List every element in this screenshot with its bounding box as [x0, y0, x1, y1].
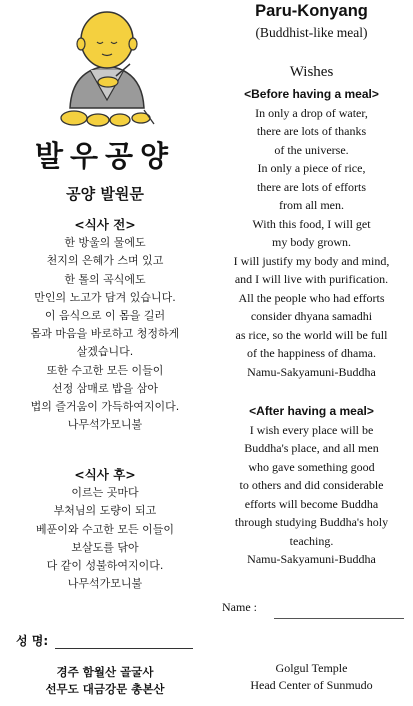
english-after-heading: <After having a meal> — [249, 404, 374, 418]
english-title: Paru-Konyang — [255, 2, 368, 20]
korean-before-line: 한 방울의 물에도 — [64, 236, 146, 250]
korean-before-line: 이 음식으로 이 몸을 길러 — [44, 309, 166, 323]
korean-after-line: 나무석가모니불 — [67, 577, 143, 591]
english-before-line: of the universe. — [274, 142, 349, 157]
korean-name-line[interactable] — [55, 648, 193, 649]
korean-footer-line: 선무도 대금강문 총본산 — [45, 682, 165, 696]
english-footer-line: Golgul Temple — [275, 661, 348, 675]
korean-after-line: 부처님의 도량이 되고 — [53, 504, 157, 518]
korean-before-meal — [0, 216, 210, 434]
korean-before-line: 몸과 마음을 바로하고 청정하게 — [30, 327, 180, 341]
korean-after-line: 베푼이와 수고한 모든 이들이 — [35, 522, 174, 536]
english-name-line[interactable] — [274, 618, 404, 619]
english-before-meal — [210, 85, 413, 381]
english-before-line: In only a piece of rice, — [257, 161, 366, 175]
english-after-line: through studying Buddha's holy — [234, 515, 389, 529]
english-name-label: Name : — [222, 600, 257, 614]
korean-before-line: 선정 삼매로 밥을 삼아 — [51, 381, 159, 395]
english-subtitle: (Buddhist-like meal) — [255, 25, 368, 40]
english-after-meal — [210, 402, 413, 569]
korean-before-line: 살겠습니다. — [76, 345, 134, 359]
korean-before-line: 법의 즐거움이 가득하여지이다. — [30, 400, 180, 414]
english-before-line: With this food, I will get — [252, 216, 371, 231]
english-before-line: and I will live with purification. — [234, 272, 389, 286]
korean-before-line: 또한 수고한 모든 이들이 — [46, 363, 164, 377]
english-before-line: of the happiness of dhama. — [247, 346, 376, 360]
english-before-line: I will justify my body and mind, — [233, 253, 390, 268]
korean-after-meal — [0, 466, 210, 593]
korean-before-line: 천지의 은혜가 스며 있고 — [46, 254, 164, 268]
english-after-line: Buddha's place, and all men — [244, 441, 379, 455]
english-before-line: In only a drop of water, — [255, 105, 368, 120]
english-panel — [210, 0, 413, 706]
korean-before-heading: <식사 전> — [74, 217, 136, 232]
english-footer-line: Head Center of Sunmudo — [250, 678, 373, 692]
english-before-line: All the people who had efforts — [238, 290, 385, 305]
english-after-line: who gave something good — [248, 459, 375, 474]
korean-before-line: 나무석가모니불 — [67, 418, 143, 432]
english-before-heading: <Before having a meal> — [244, 87, 379, 101]
english-after-line: teaching. — [289, 533, 334, 548]
korean-after-line: 이르는 곳마다 — [71, 486, 139, 500]
english-before-line: Namu-Sakyamuni-Buddha — [247, 364, 376, 379]
korean-after-heading: <식사 후> — [74, 467, 136, 482]
english-before-line: from all men. — [279, 198, 344, 212]
english-after-line: to others and did considerable — [239, 478, 384, 492]
korean-subtitle: 공양 발원문 — [66, 185, 144, 203]
english-footer — [210, 660, 413, 694]
english-after-line: efforts will become Buddha — [244, 496, 379, 511]
english-before-line: there are lots of efforts — [256, 179, 367, 194]
korean-name-label: 성 명: — [16, 634, 49, 648]
english-before-line: consider dhyana samadhi — [250, 309, 373, 323]
monk-eating-icon — [52, 6, 162, 130]
korean-title: 발우공양 — [34, 139, 176, 173]
english-after-line: Namu-Sakyamuni-Buddha — [247, 552, 376, 566]
korean-after-line: 보살도를 닦아 — [71, 540, 139, 554]
korean-after-line: 다 같이 성불하여지이다. — [46, 559, 164, 573]
english-before-line: as rice, so the world will be full — [235, 327, 388, 342]
english-after-line: I wish every place will be — [249, 422, 374, 437]
wishes-heading: Wishes — [289, 64, 334, 80]
english-before-line: my body grown. — [272, 235, 351, 249]
korean-before-line: 한 톨의 곡식에도 — [64, 272, 146, 286]
english-before-line: there are lots of thanks — [256, 124, 367, 138]
korean-footer-line: 경주 함월산 골굴사 — [56, 665, 154, 679]
korean-before-line: 만인의 노고가 담겨 있습니다. — [34, 290, 176, 304]
korean-footer — [0, 664, 210, 698]
